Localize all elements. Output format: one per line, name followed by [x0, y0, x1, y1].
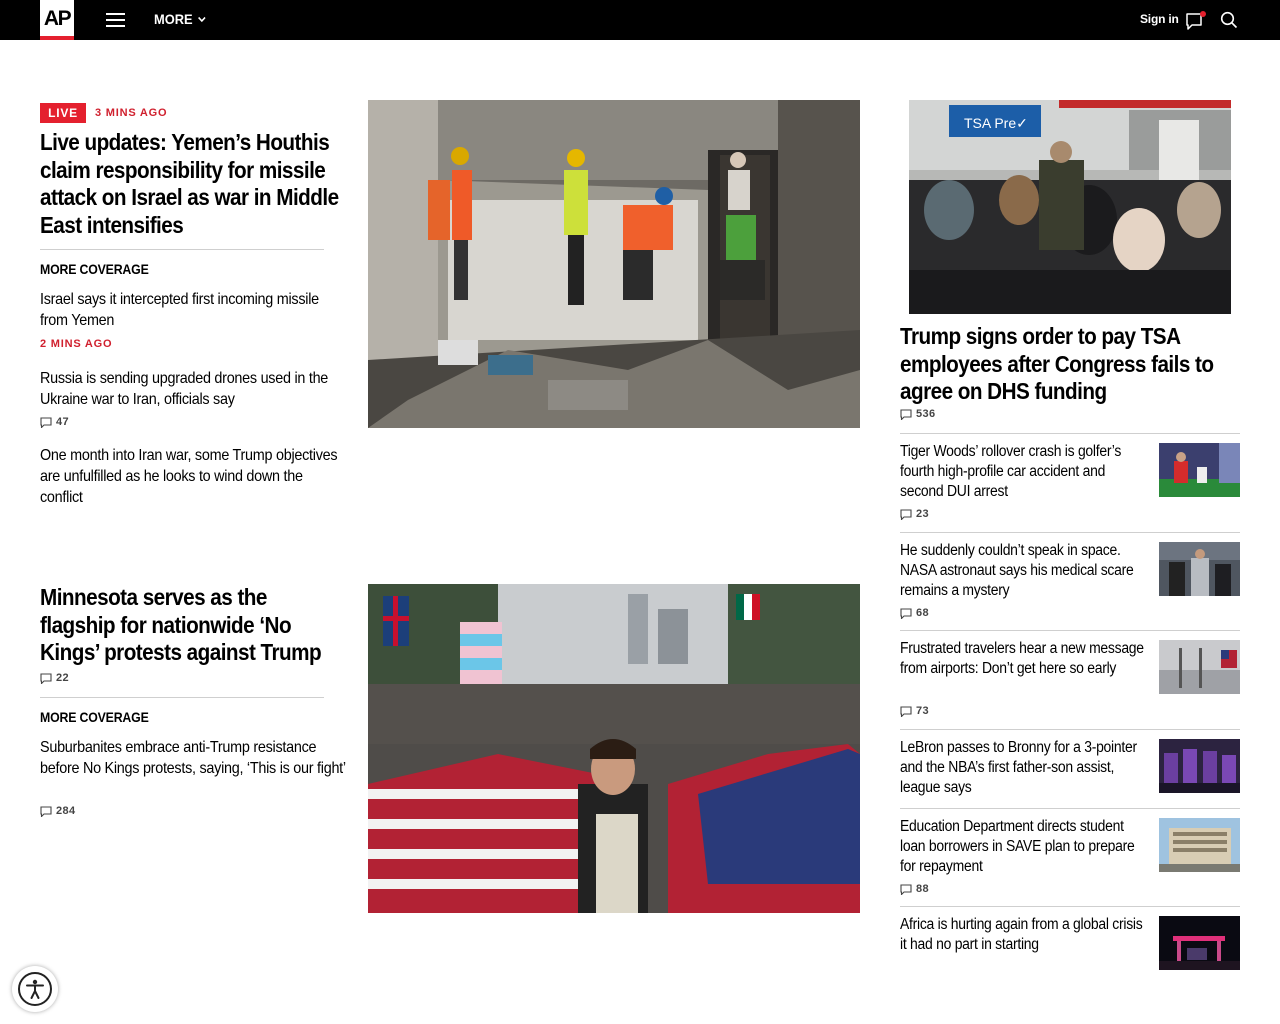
divider	[40, 697, 324, 698]
rail-story-thumbnail[interactable]	[1159, 818, 1240, 872]
chevron-down-icon	[197, 14, 206, 24]
related-story-link[interactable]: Israel says it intercepted first incoming missile from Yemen	[40, 291, 319, 329]
top-navigation-bar	[0, 0, 1280, 40]
lead-story-image[interactable]	[368, 100, 860, 428]
divider	[900, 630, 1240, 631]
comment-icon	[900, 409, 912, 420]
top-rail-image[interactable]	[909, 100, 1231, 314]
live-badge: LIVE	[40, 103, 86, 123]
comment-count[interactable]: 88	[900, 883, 929, 895]
accessibility-icon	[18, 972, 52, 1006]
tsa-sign-text: TSA Pre✓	[964, 115, 1028, 131]
comment-count[interactable]: 73	[900, 705, 929, 717]
second-story-headline[interactable]: Minnesota serves as the flagship for nationwide ‘No Kings’ protests against Trump	[40, 584, 322, 665]
comment-icon	[900, 884, 912, 895]
comment-icon	[40, 806, 52, 817]
divider	[900, 808, 1240, 809]
rail-story-thumbnail[interactable]	[1159, 542, 1240, 596]
ap-logo[interactable]: AP	[40, 0, 74, 40]
divider	[900, 906, 1240, 907]
rail-story-link[interactable]: Education Department directs student loan borrowers in SAVE plan to prepare for repayment	[900, 818, 1135, 875]
comment-icon	[40, 417, 52, 428]
comment-count[interactable]: 284	[40, 805, 76, 817]
related-story-link[interactable]: Suburbanites embrace anti-Trump resistance before No Kings protests, saying, ‘This is our fight’	[40, 739, 346, 777]
rail-story-link[interactable]: LeBron passes to Bronny for a 3-pointer and the NBA’s first father-son assist, league says	[900, 739, 1137, 796]
rail-story-thumbnail[interactable]	[1159, 739, 1240, 793]
divider	[900, 729, 1240, 730]
accessibility-button[interactable]	[12, 966, 58, 1012]
comment-icon	[900, 509, 912, 520]
comment-icon	[900, 706, 912, 717]
more-coverage-label: MORE COVERAGE	[40, 261, 149, 277]
related-story-link[interactable]: One month into Iran war, some Trump objectives are unfulfilled as he looks to wind down the conflict	[40, 447, 338, 506]
more-menu-button[interactable]: MORE	[154, 11, 206, 27]
comment-count[interactable]: 68	[900, 607, 929, 619]
comment-icon	[40, 673, 52, 684]
more-coverage-label: MORE COVERAGE	[40, 709, 149, 725]
lead-story-headline[interactable]: Live updates: Yemen’s Houthis claim responsibility for missile attack on Israel as war in Middle East intensifies	[40, 129, 339, 238]
comment-icon	[900, 608, 912, 619]
comment-count[interactable]: 23	[900, 508, 929, 520]
divider	[900, 433, 1240, 434]
rail-story-link[interactable]: Africa is hurting again from a global crisis it had no part in starting	[900, 916, 1143, 953]
rail-story-thumbnail[interactable]	[1159, 640, 1240, 694]
rail-story-link[interactable]: He suddenly couldn’t speak in space. NASA astronaut says his medical scare remains a mystery	[900, 542, 1134, 599]
related-story-link[interactable]: Russia is sending upgraded drones used in the Ukraine war to Iran, officials say	[40, 370, 329, 408]
rail-top-headline[interactable]: Trump signs order to pay TSA employees after Congress fails to agree on DHS funding	[900, 323, 1214, 404]
menu-icon[interactable]	[106, 13, 126, 27]
divider	[900, 532, 1240, 533]
search-icon[interactable]	[1220, 11, 1238, 29]
rail-story-link[interactable]: Frustrated travelers hear a new message from airports: Don’t get here so early	[900, 640, 1144, 677]
second-story-image[interactable]	[368, 584, 860, 913]
comment-count[interactable]: 22	[40, 672, 69, 684]
divider	[40, 249, 324, 250]
lead-story-timestamp: 3 MINS AGO	[95, 107, 168, 119]
chat-icon[interactable]	[1185, 11, 1207, 31]
sign-in-link[interactable]: Sign in	[1140, 12, 1179, 26]
comment-count[interactable]: 536	[900, 408, 936, 420]
comment-count[interactable]: 47	[40, 416, 69, 428]
rail-story-link[interactable]: Tiger Woods’ rollover crash is golfer’s fourth high-profile car accident and second DUI arrest	[900, 443, 1122, 500]
related-story-timestamp: 2 MINS AGO	[40, 338, 113, 350]
rail-story-thumbnail[interactable]	[1159, 443, 1240, 497]
rail-story-thumbnail[interactable]	[1159, 916, 1240, 970]
